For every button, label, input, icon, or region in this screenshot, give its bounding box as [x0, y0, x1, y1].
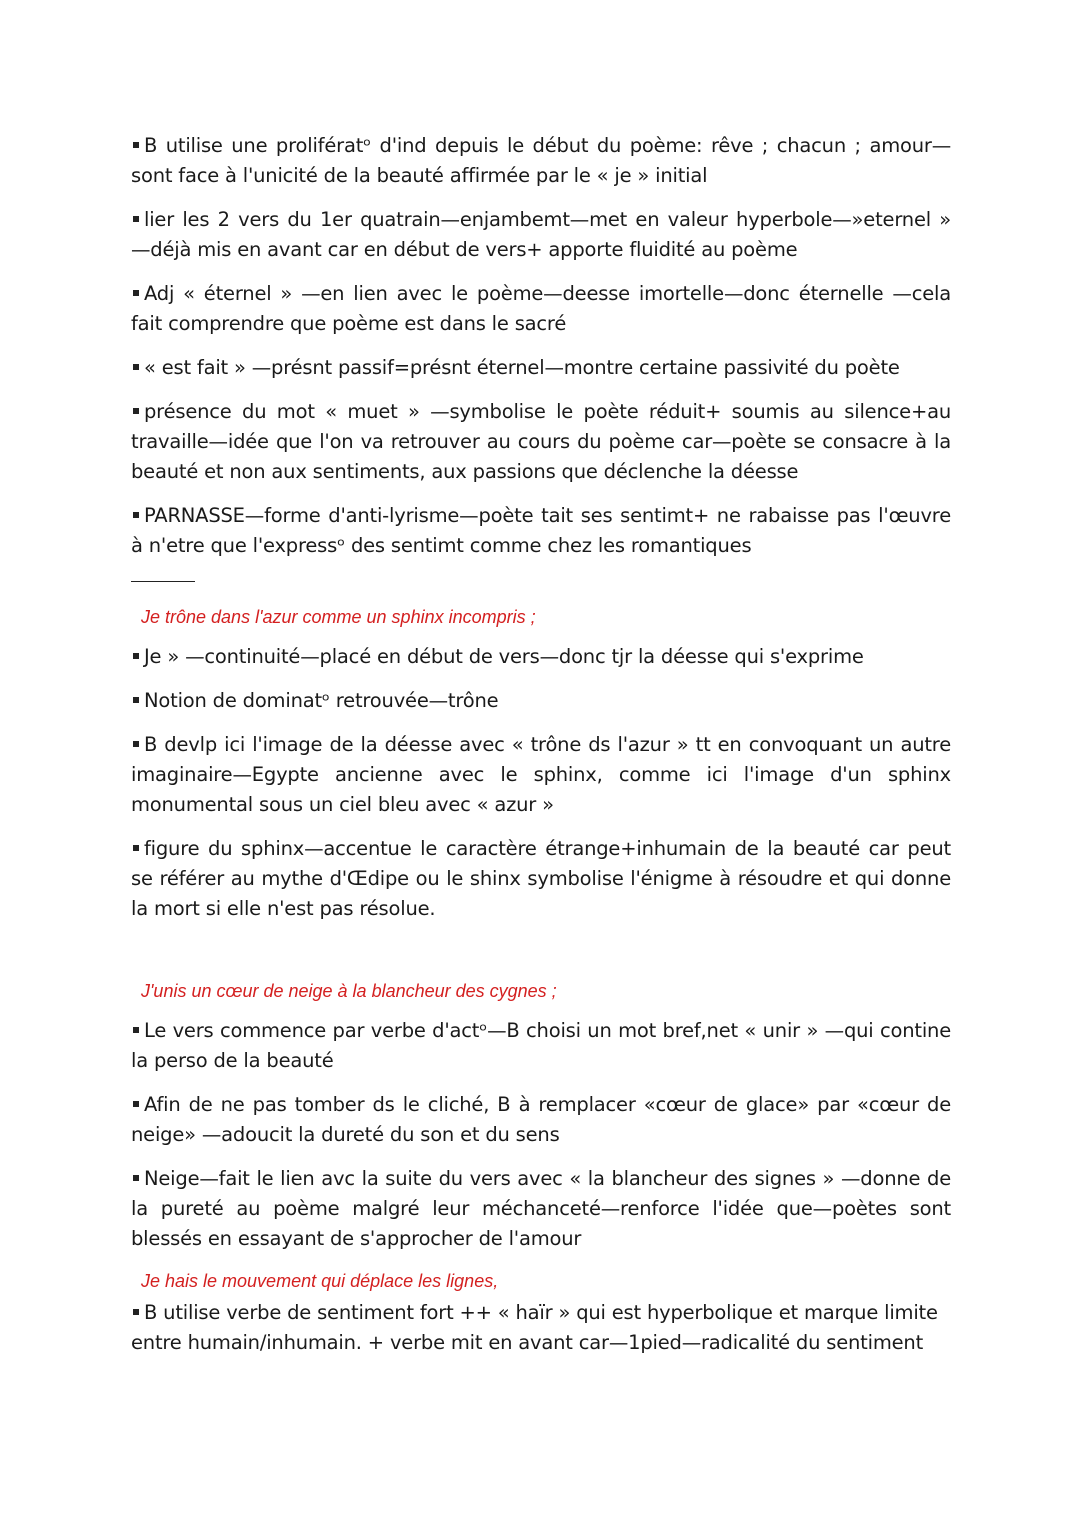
note-text: Afin de ne pas tomber ds le cliché, B à remplacer «cœur de glace» par «cœur de neige» —adoucit la dureté du son et du sens [131, 1093, 951, 1146]
note-paragraph [131, 1016, 951, 1076]
note-text: B utilise une prolifératᵒ d'ind depuis le début du poème: rêve ; chacun ; amour—sont face à l'unicité de la beauté affirmée par le « je » initial [131, 134, 951, 187]
note-text: Je » —continuité—placé en début de vers—donc tjr la déesse qui s'exprime [144, 645, 864, 668]
bullet-icon [133, 845, 139, 851]
bullet-icon [133, 1027, 139, 1033]
bullet-icon [133, 697, 139, 703]
note-paragraph [131, 353, 951, 383]
note-paragraph [131, 205, 951, 265]
note-paragraph [131, 397, 951, 487]
note-text: B devlp ici l'image de la déesse avec « trône ds l'azur » tt en convoquant un autre imaginaire—Egypte ancienne avec le sphinx, comme ici l'image d'un sphinx monumental sous un ciel bleu avec « azur » [131, 733, 951, 816]
note-text: PARNASSE—forme d'anti-lyrisme—poète tait ses sentimt+ ne rabaisse pas l'œuvre à n'etre que l'expressᵒ des sentimt comme chez les romantiques [131, 504, 951, 557]
note-text: « est fait » —présnt passif=présnt éternel—montre certaine passivité du poète [144, 356, 900, 379]
bullet-icon [133, 653, 139, 659]
note-text: Le vers commence par verbe d'actᵒ—B choisi un mot bref,net « unir » —qui contine la perso de la beauté [131, 1019, 951, 1072]
note-text: présence du mot « muet » —symbolise le poète réduit+ soumis au silence+au travaille—idée que l'on va retrouver au cours du poème car—poète se consacre à la beauté et non aux sentiments, aux passions que déclenche la déesse [131, 400, 951, 483]
bullet-icon [133, 142, 139, 148]
bullet-icon [133, 364, 139, 370]
note-paragraph [131, 730, 951, 820]
note-paragraph [131, 131, 951, 191]
bullet-icon [133, 512, 139, 518]
note-text: figure du sphinx—accentue le caractère étrange+inhumain de la beauté car peut se référer au mythe d'Œdipe ou le shinx symbolise l'énigme à résoudre et qui donne la mort si elle n'est pas résolue. [131, 837, 951, 920]
note-text: Notion de dominatᵒ retrouvée—trône [144, 689, 499, 712]
bullet-icon [133, 741, 139, 747]
bullet-icon [133, 216, 139, 222]
note-text: B utilise verbe de sentiment fort ++ « haïr » qui est hyperbolique et marque limite entre humain/inhumain. + verbe mit en avant car—1pied—radicalité du sentiment [131, 1301, 938, 1354]
note-text: Neige—fait le lien avc la suite du vers avec « la blancheur des signes » —donne de la pureté au poème malgré leur méchanceté—renforce l'idée que—poètes sont blessés en essayant de s'approcher de l'amour [131, 1167, 951, 1250]
note-paragraph [131, 686, 951, 716]
bullet-icon [133, 290, 139, 296]
note-paragraph [131, 642, 951, 672]
note-text: lier les 2 vers du 1er quatrain—enjambemt—met en valeur hyperbole—»eternel » —déjà mis en avant car en début de vers+ apporte fluidité au poème [131, 208, 951, 261]
poem-verse: J'unis un cœur de neige à la blancheur des cygnes ; [141, 981, 557, 1001]
bullet-icon [133, 1175, 139, 1181]
note-text: Adj « éternel » —en lien avec le poème—deesse imortelle—donc éternelle —cela fait comprendre que poème est dans le sacré [131, 282, 951, 335]
poem-verse: Je trône dans l'azur comme un sphinx incompris ; [141, 607, 536, 627]
note-paragraph [131, 1164, 951, 1254]
note-paragraph [131, 834, 951, 924]
section-divider [131, 581, 195, 582]
bullet-icon [133, 1309, 139, 1315]
note-paragraph [131, 501, 951, 561]
notes-page [131, 131, 951, 1372]
bullet-icon [133, 408, 139, 414]
bullet-icon [133, 1101, 139, 1107]
note-paragraph [131, 1298, 951, 1358]
poem-verse: Je hais le mouvement qui déplace les lignes, [141, 1271, 499, 1291]
note-paragraph [131, 1090, 951, 1150]
note-paragraph [131, 279, 951, 339]
